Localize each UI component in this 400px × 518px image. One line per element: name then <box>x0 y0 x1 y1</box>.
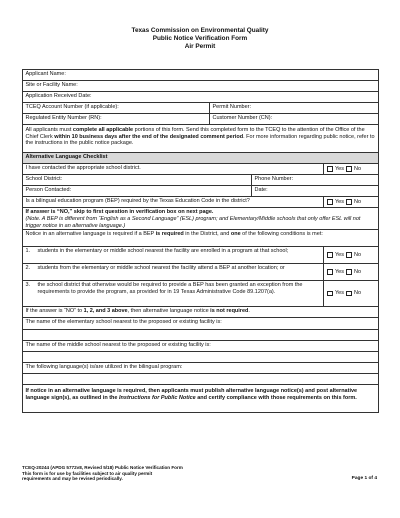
form-footer <box>22 465 252 482</box>
final-statement-row <box>23 385 378 413</box>
account-number-field[interactable]: TCEQ Account Number (if applicable): <box>25 104 119 111</box>
final-statement: If notice in an alternative language is required, then applicants must publish alternative language notice(s) and post alternative language sign(s), as outlined in the Instructions for Public Notice and certify compliance with those requirements on this form. <box>25 388 358 401</box>
middle-school-input[interactable] <box>23 352 378 362</box>
skip-note: If answer is “NO,” skip to first question in verification box on next page. (Note. A BEP is different from “English as a Second Language” (ESL) program; and Elementary/Middle schools that only offer ESL will not trigger notice in an alternative language.) <box>25 209 361 229</box>
languages-label-row <box>23 363 378 374</box>
not-required-text: If the answer is “NO” to 1, 2, and 3 above, then alternative language notice is not required. <box>25 308 250 315</box>
instructions-text: All applicants must complete all applicable portions of this form. Send this completed form to the TCEQ to the attention of the Office of the Chief Clerk within 10 business days after the end of the designated comment period. For more information regarding public notice, refer to the instructions in the public notice package. <box>25 127 375 147</box>
yes-checkbox[interactable] <box>327 199 333 205</box>
no-checkbox[interactable] <box>346 269 352 275</box>
person-contacted-field[interactable]: Person Contacted: <box>25 187 72 194</box>
elementary-label: The name of the elementary school nearest to the proposed or existing facility is: <box>25 319 222 326</box>
condition-number: 3. <box>25 282 31 289</box>
languages-label: The following language(s) is/are utilized in the bilingual program: <box>25 364 183 371</box>
footer-note: requirements and may be revised periodically. <box>22 476 123 482</box>
middle-answer-row[interactable] <box>23 352 378 363</box>
middle-label-row <box>23 341 378 352</box>
yes-checkbox[interactable] <box>327 269 333 275</box>
skip-note-row <box>23 208 378 230</box>
bep-row <box>23 197 378 208</box>
form-number: TCEQ-20244 (APDG 5772v8, Revised 5/18) Public Notice Verification Form <box>22 465 183 470</box>
condition-text: students in the elementary or middle school nearest the facility are enrolled in a program at that school; <box>37 248 289 255</box>
contacted-yes-no: Yes No <box>323 164 378 174</box>
condition-number: 1. <box>25 248 31 255</box>
no-checkbox[interactable] <box>346 252 352 258</box>
condition-text: students from the elementary or middle school nearest the facility attend a BEP at another location; or <box>37 265 285 272</box>
form-header <box>0 27 400 52</box>
elementary-school-input[interactable] <box>23 330 378 340</box>
condition-row <box>23 247 378 264</box>
no-checkbox[interactable] <box>346 166 352 172</box>
received-date-field[interactable]: Application Received Date: <box>25 93 92 100</box>
school-district-field[interactable]: School District: <box>25 176 63 183</box>
cn-field[interactable]: Customer Number (CN): <box>209 114 378 124</box>
no-checkbox[interactable] <box>346 199 352 205</box>
person-contacted-row <box>23 186 378 197</box>
site-name-row[interactable] <box>23 81 378 92</box>
condition-3-yes-no: Yes No <box>323 281 378 306</box>
checklist-title: Alternative Language Checklist <box>25 154 108 161</box>
conditions-intro: Notice in an alternative language is required if a BEP is required in the District, and one of the following conditions is met: <box>25 231 323 238</box>
elementary-label-row <box>23 318 378 330</box>
yes-checkbox[interactable] <box>327 252 333 258</box>
applicant-name-field[interactable]: Applicant Name: <box>25 71 66 78</box>
account-permit-row <box>23 103 378 114</box>
school-district-row <box>23 175 378 186</box>
verification-form <box>22 69 379 413</box>
agency-title: Texas Commission on Environmental Quality <box>131 27 269 34</box>
languages-answer-row[interactable] <box>23 374 378 385</box>
condition-row <box>23 281 378 307</box>
phone-field[interactable]: Phone Number: <box>251 175 378 185</box>
condition-2-yes-no: Yes No <box>323 264 378 280</box>
instructions-row <box>23 125 378 153</box>
checklist-header <box>23 153 378 164</box>
contacted-question: I have contacted the appropriate school district. <box>25 165 141 172</box>
date-field[interactable]: Date: <box>251 186 378 196</box>
rn-field[interactable]: Regulated Entity Number (RN): <box>25 115 102 122</box>
rn-cn-row <box>23 114 378 125</box>
yes-checkbox[interactable] <box>327 291 333 297</box>
condition-text: the school district that otherwise would be required to provide a BEP has been granted an exception from the requirements to provide the program, as provided for in 19 Texas Administrative Code 89.1207(a). <box>37 282 303 295</box>
no-checkbox[interactable] <box>346 291 352 297</box>
contacted-row <box>23 164 378 175</box>
condition-row <box>23 264 378 281</box>
middle-label: The name of the middle school nearest to the proposed or existing facility is: <box>25 342 211 349</box>
elementary-answer-row[interactable] <box>23 330 378 341</box>
footer-note: This form is for use by facilities subject to air quality permit <box>22 470 153 476</box>
condition-number: 2. <box>25 265 31 272</box>
condition-1-yes-no: Yes No <box>323 247 378 263</box>
page-number: Page 1 of 4 <box>351 476 377 481</box>
languages-input[interactable] <box>23 374 378 384</box>
bep-question: Is a bilingual education program (BEP) required by the Texas Education Code in the district? <box>25 198 250 205</box>
not-required-row <box>23 307 378 318</box>
received-date-row[interactable] <box>23 92 378 103</box>
applicant-name-row[interactable] <box>23 70 378 81</box>
form-subtitle: Air Permit <box>184 43 216 51</box>
form-title: Public Notice Verification Form <box>152 35 248 43</box>
conditions-intro-row <box>23 230 378 247</box>
bep-yes-no: Yes No <box>323 197 378 207</box>
permit-number-field[interactable]: Permit Number: <box>209 103 378 113</box>
yes-checkbox[interactable] <box>327 166 333 172</box>
site-name-field[interactable]: Site or Facility Name: <box>25 82 78 89</box>
